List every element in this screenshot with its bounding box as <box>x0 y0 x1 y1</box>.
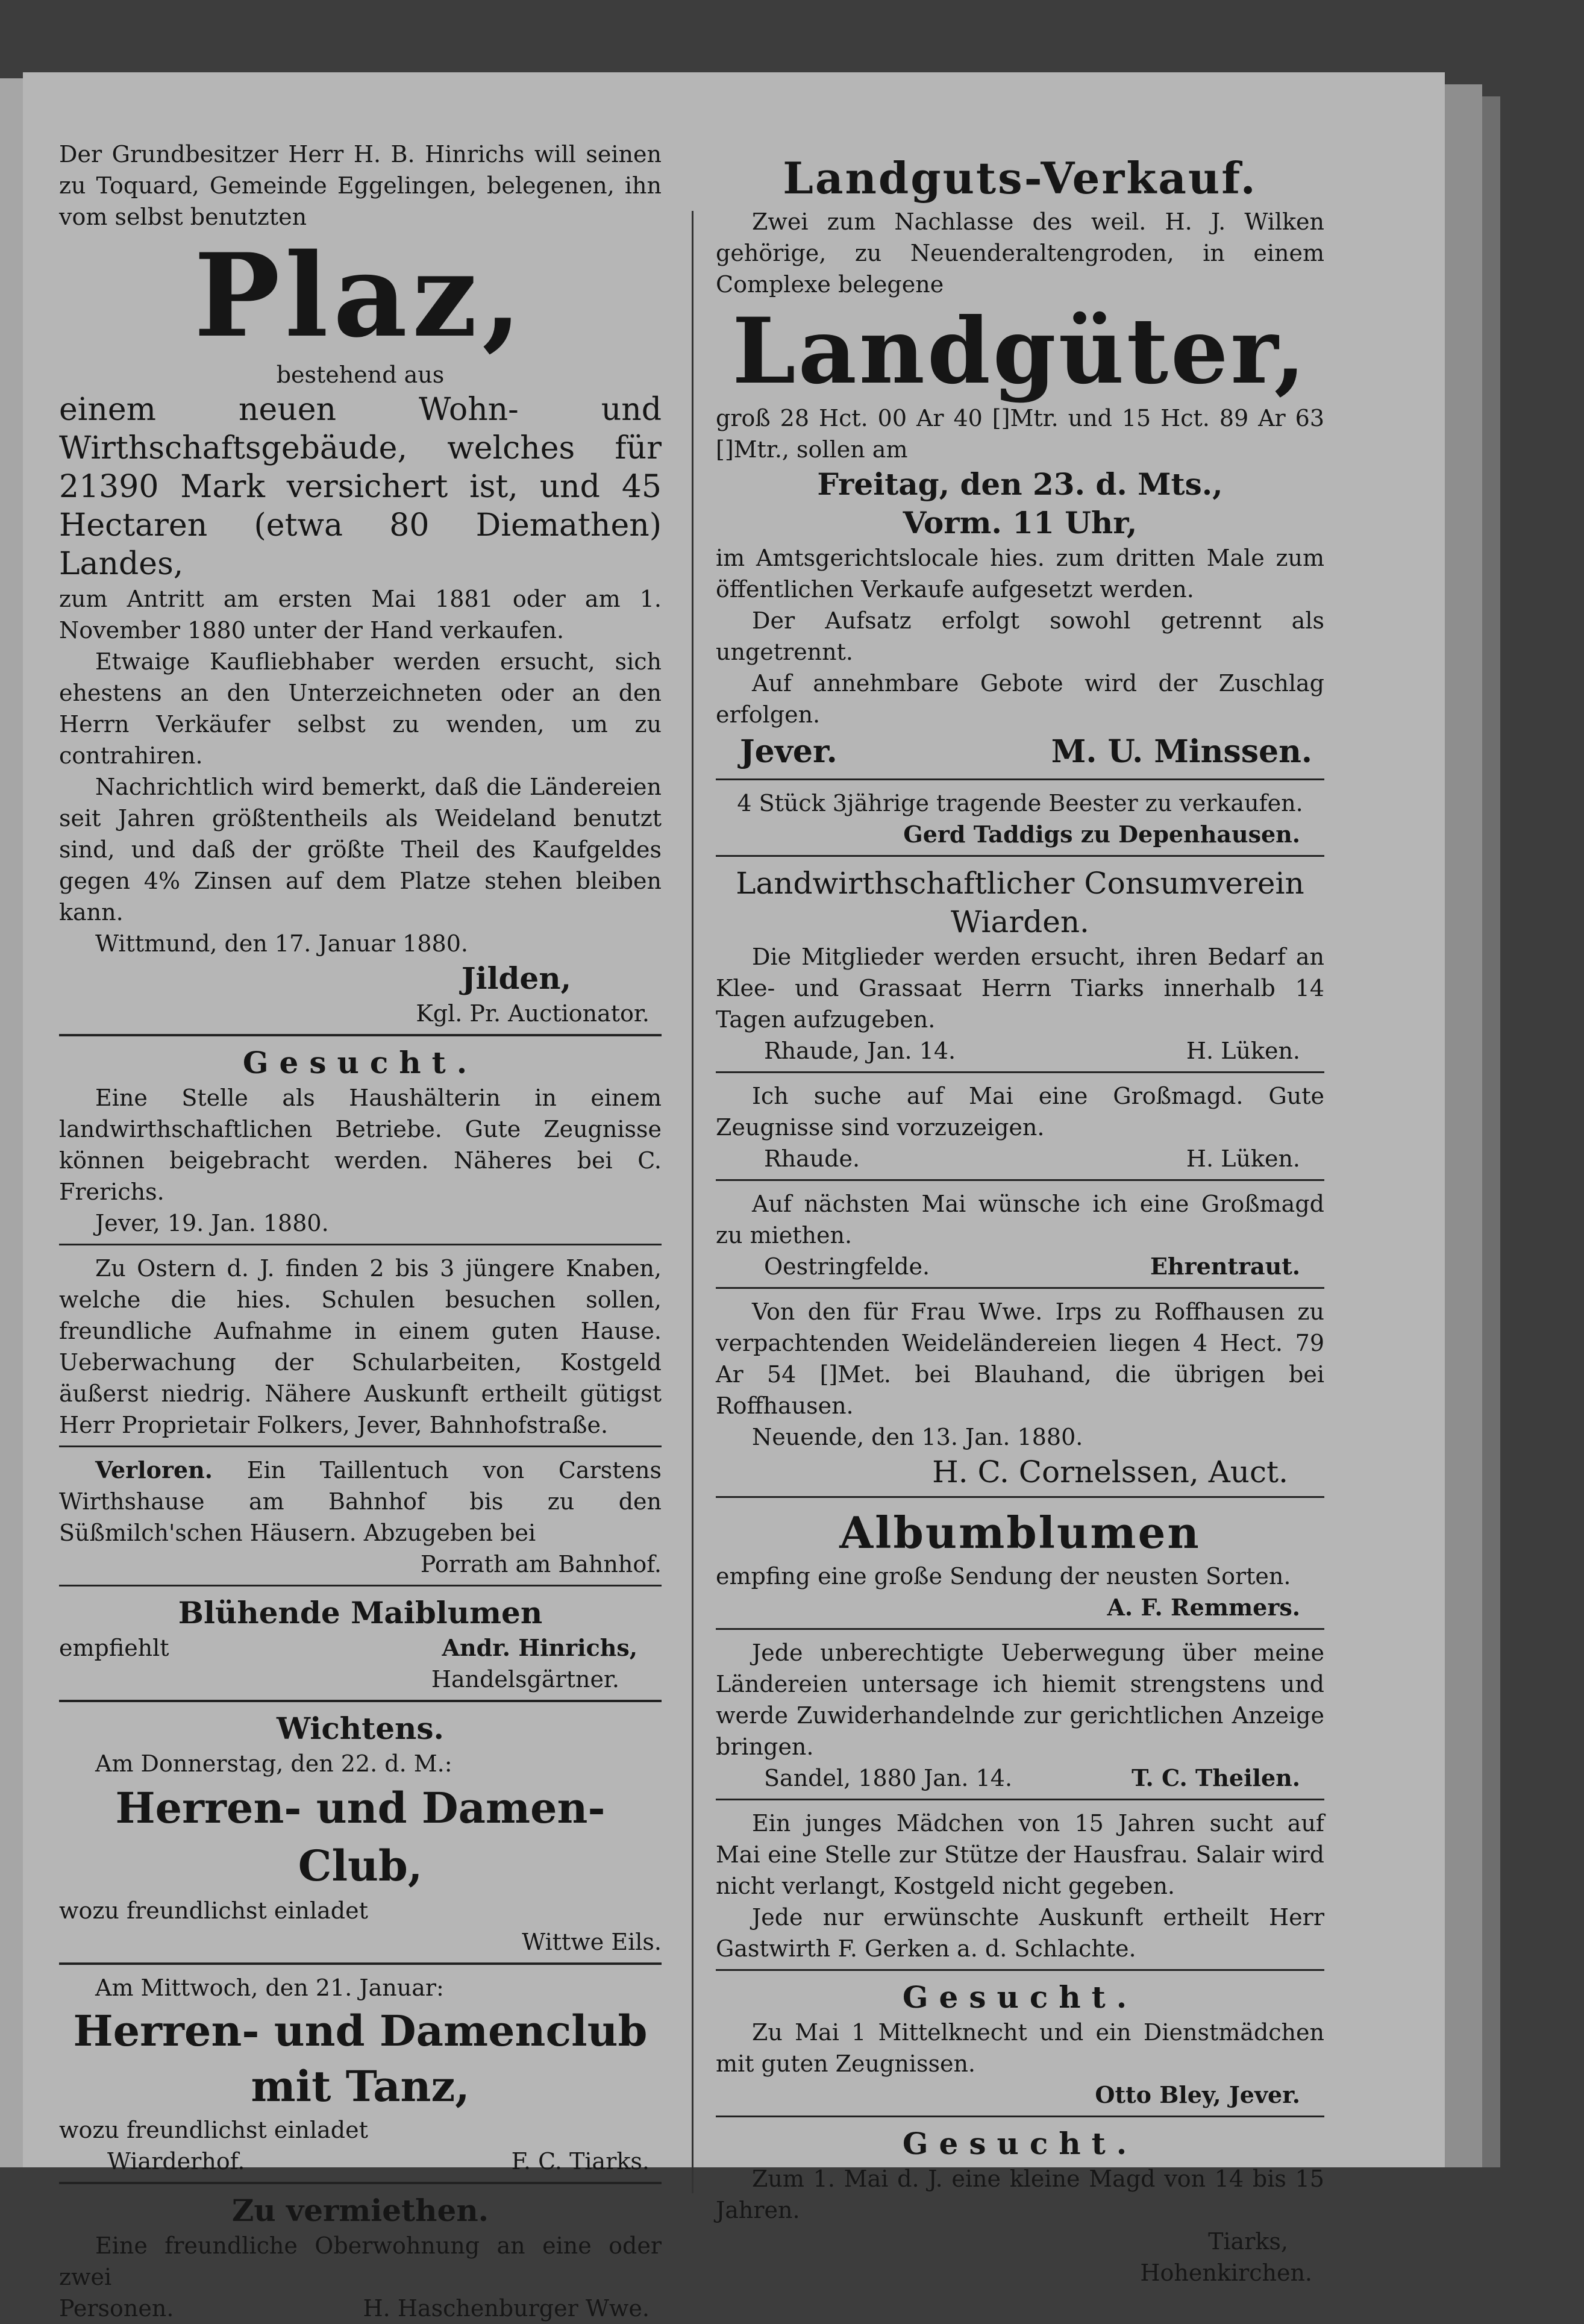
wichtens-sub: Am Donnerstag, den 22. d. M.: <box>95 1750 452 1777</box>
ad-gesucht-2 <box>716 1978 1324 2111</box>
plaz-p3: Nachrichtlich wird bemerkt, daß die Ländereien seit Jahren größtentheils als Weideland benutzt sind, und daß der größte Theil des Kaufgeldes gegen 4% Zinsen auf dem Platze stehen bleiben kann. <box>59 774 662 926</box>
landgut-signer: M. U. Minssen. <box>1051 733 1312 770</box>
ad-mittwoch <box>59 1972 662 2177</box>
maiblumen-signer: Andr. Hinrichs, <box>442 1634 637 1661</box>
ad-albumblumen <box>716 1505 1324 1623</box>
rule <box>716 2116 1324 2117</box>
verloren-signer: Porrath am Bahnhof. <box>420 1551 662 1577</box>
newspaper-page <box>23 72 1445 2322</box>
rule <box>716 778 1324 780</box>
ostern-text: Zu Ostern d. J. finden 2 bis 3 jüngere Knaben, welche die hies. Schulen besuchen sollen, freundliche Aufnahme in einem guten Hause. Ueberwachung der Schularbeiten, Kostgeld äußerst niedrig. Nähere Auskunft ertheilt gütigst Herr Proprietair Folkers, Jever, Bahnhofstraße. <box>59 1255 662 1438</box>
vermiethen-text: Eine freundliche Oberwohnung an eine oder zwei <box>59 2232 662 2290</box>
ad-consumverein <box>716 864 1324 1066</box>
consumverein-signer: H. Lüken. <box>1186 1038 1300 1064</box>
landgut-p3: Auf annehmbare Gebote wird der Zuschlag erfolgen. <box>716 670 1324 728</box>
irps-text: Von den für Frau Wwe. Irps zu Roffhausen zu verpachtenden Weideländereien liegen 4 Hect. 79 Ar 54 []Met. bei Blauhand, die übrigen bei Roffhausen. <box>716 1298 1324 1419</box>
gesucht-1-date: Jever, 19. Jan. 1880. <box>95 1210 329 1236</box>
ad-verloren <box>59 1455 662 1580</box>
wichtens-title: Wichtens. <box>277 1711 444 1746</box>
gesucht-1-title: Gesucht. <box>242 1045 478 1080</box>
rule <box>59 1244 662 1245</box>
wichtens-signer: Wittwe Eils. <box>522 1929 662 1955</box>
mittwoch-place: Wiarderhof. <box>107 2148 245 2175</box>
landgut-date-1: Freitag, den 23. d. Mts., <box>817 466 1223 502</box>
ad-grossmagd-2 <box>716 1188 1324 1282</box>
landgut-place: Jever. <box>740 733 837 770</box>
plaz-p1: zum Antritt am ersten Mai 1881 oder am 1. November 1880 unter der Hand verkaufen. <box>59 586 662 644</box>
landgut-date-2: Vorm. 11 Uhr, <box>903 505 1138 540</box>
verloren-text: Ein Taillentuch von Carstens Wirthshause am Bahnhof bis zu den Süßmilch'schen Häusern. Abzugeben bei <box>59 1457 662 1546</box>
gesucht-3-signer-place: Hohenkirchen. <box>1140 2260 1312 2286</box>
ad-gesucht-3 <box>716 2125 1324 2288</box>
rule <box>59 1700 662 1702</box>
beester-signer: Gerd Taddigs zu Depenhausen. <box>903 821 1300 848</box>
rule <box>59 1585 662 1586</box>
ad-plaz <box>59 139 662 1029</box>
mittwoch-main-1: Herren- und Damenclub <box>73 2006 648 2056</box>
ad-grossmagd-1 <box>716 1080 1324 1174</box>
ad-irps <box>716 1296 1324 1491</box>
ueberwegung-text: Jede unberechtigte Ueberwegung über meine Ländereien untersage ich hiemit strengstens und werde Zuwiderhandelnde zur gerichtlichen Anzeige bringen. <box>716 1640 1324 1760</box>
albumblumen-text: empfing eine große Sendung der neusten Sorten. <box>716 1563 1291 1590</box>
consumverein-text: Die Mitglieder werden ersucht, ihren Bedarf an Klee- und Grassaat Herrn Tiarks innerhalb 14 Tagen aufzugeben. <box>716 944 1324 1033</box>
wichtens-main: Herren- und Damen-Club, <box>115 1783 606 1891</box>
plaz-sub: bestehend aus <box>276 362 445 388</box>
landgut-size: groß 28 Hct. 00 Ar 40 []Mtr. und 15 Hct. 89 Ar 63 []Mtr., sollen am <box>716 405 1324 463</box>
rule <box>716 1628 1324 1630</box>
left-column <box>59 139 662 2324</box>
ad-vermiethen <box>59 2191 662 2324</box>
vermiethen-last-left: Personen. <box>59 2295 174 2322</box>
rule <box>716 855 1324 857</box>
consumverein-place: Rhaude, Jan. 14. <box>764 1038 956 1064</box>
ueberwegung-date: Sandel, 1880 Jan. 14. <box>764 1765 1013 1791</box>
albumblumen-signer: A. F. Remmers. <box>1107 1594 1300 1621</box>
gesucht-3-title: Gesucht. <box>902 2126 1138 2161</box>
gesucht-2-title: Gesucht. <box>902 1979 1138 2015</box>
landgut-p1: im Amtsgerichtslocale hies. zum dritten Male zum öffentlichen Verkaufe aufgesetzt werden. <box>716 545 1324 603</box>
rule <box>716 1496 1324 1498</box>
gesucht-3-text: Zum 1. Mai d. J. eine kleine Magd von 14 bis 15 Jahren. <box>716 2166 1324 2223</box>
rule <box>716 1969 1324 1971</box>
mittwoch-left: wozu freundlichst einladet <box>59 2117 368 2143</box>
ad-ueberwegung <box>716 1637 1324 1794</box>
maedchen-text-2: Jede nur erwünschte Auskunft ertheilt Herr Gastwirth F. Gerken a. d. Schlachte. <box>716 1904 1324 1962</box>
ad-landgut <box>716 151 1324 774</box>
ad-wichtens <box>59 1709 662 1958</box>
gesucht-1-text: Eine Stelle als Haushälterin in einem landwirthschaftlichen Betriebe. Gute Zeugnisse können beigebracht werden. Näheres bei C. Frerichs. <box>59 1085 662 1205</box>
ad-maedchen <box>716 1808 1324 1964</box>
grossmagd-2-place: Oestringfelde. <box>764 1253 930 1280</box>
mittwoch-signer: F. C. Tiarks. <box>511 2148 650 2175</box>
maedchen-text: Ein junges Mädchen von 15 Jahren sucht auf Mai eine Stelle zur Stütze der Hausfrau. Salair wird nicht verlangt, Kostgeld nicht gegeben. <box>716 1810 1324 1899</box>
plaz-p2: Etwaige Kaufliebhaber werden ersucht, sich ehestens an den Unterzeichneten oder an den Herrn Verkäufer selbst zu wenden, um zu contrahiren. <box>59 648 662 769</box>
grossmagd-1-text: Ich suche auf Mai eine Großmagd. Gute Zeugnisse sind vorzuzeigen. <box>716 1083 1324 1141</box>
right-column <box>716 151 1324 2288</box>
beester-text: 4 Stück 3jährige tragende Beester zu verkaufen. <box>737 790 1303 816</box>
vermiethen-title: Zu vermiethen. <box>231 2193 489 2228</box>
rule <box>59 1034 662 1036</box>
plaz-signer: Jilden, <box>461 960 571 996</box>
irps-date: Neuende, den 13. Jan. 1880. <box>752 1424 1083 1450</box>
irps-signer: H. C. Cornelssen, Auct. <box>932 1455 1288 1489</box>
maiblumen-signer-title: Handelsgärtner. <box>431 1666 619 1693</box>
vermiethen-signer: H. Haschenburger Wwe. <box>363 2295 650 2322</box>
landgut-title: Landguts-Verkauf. <box>783 152 1257 204</box>
consumverein-title: Landwirthschaftlicher Consumverein Wiarden. <box>736 866 1304 939</box>
ad-ostern <box>59 1253 662 1441</box>
gesucht-3-signer: Tiarks, <box>1208 2228 1288 2255</box>
gesucht-2-text: Zu Mai 1 Mittelknecht und ein Dienstmädchen mit guten Zeugnissen. <box>716 2019 1324 2077</box>
rule <box>716 1799 1324 1800</box>
plaz-signer-title: Kgl. Pr. Auctionator. <box>416 1000 650 1027</box>
ad-maiblumen <box>59 1594 662 1695</box>
rule <box>59 1962 662 1965</box>
plaz-intro: Der Grundbesitzer Herr H. B. Hinrichs will seinen zu Toquard, Gemeinde Eggelingen, belegenen, ihn vom selbst benutzten <box>59 141 662 230</box>
plaz-main: einem neuen Wohn- und Wirthschaftsgebäude, welches für 21390 Mark versichert ist, und 45 Hectaren (etwa 80 Diemathen) Landes, <box>59 392 662 582</box>
grossmagd-1-signer: H. Lüken. <box>1186 1145 1300 1172</box>
landgut-intro: Zwei zum Nachlasse des weil. H. J. Wilken gehörige, zu Neuenderaltengroden, in einem Complexe belegene <box>716 208 1324 298</box>
rule <box>716 1179 1324 1181</box>
rule <box>716 1071 1324 1073</box>
mittwoch-main-2: mit Tanz, <box>251 2061 470 2111</box>
maiblumen-left: empfiehlt <box>59 1635 169 1661</box>
book-edge-right <box>1445 84 1482 2167</box>
rule <box>59 1445 662 1447</box>
albumblumen-title: Albumblumen <box>839 1507 1201 1558</box>
rule <box>59 2182 662 2184</box>
plaz-headline: Plaz, <box>193 228 527 363</box>
plaz-date: Wittmund, den 17. Januar 1880. <box>95 930 468 957</box>
wichtens-left: wozu freundlichst einladet <box>59 1897 368 1924</box>
grossmagd-2-text: Auf nächsten Mai wünsche ich eine Großmagd zu miethen. <box>716 1191 1324 1248</box>
column-divider <box>692 211 693 2193</box>
verloren-lead: Verloren. <box>95 1456 213 1483</box>
grossmagd-1-place: Rhaude. <box>764 1145 860 1172</box>
rule <box>716 1287 1324 1289</box>
ueberwegung-signer: T. C. Theilen. <box>1132 1764 1300 1791</box>
ad-gesucht-1 <box>59 1044 662 1239</box>
book-spine-shadow <box>1482 96 1500 2167</box>
ad-beester <box>716 788 1324 850</box>
mittwoch-sub: Am Mittwoch, den 21. Januar: <box>95 1975 444 2001</box>
landgut-p2: Der Aufsatz erfolgt sowohl getrennt als ungetrennt. <box>716 607 1324 665</box>
landgut-headline: Landgüter, <box>732 298 1308 404</box>
maiblumen-title: Blühende Maiblumen <box>178 1595 543 1630</box>
book-edge-left <box>0 78 23 2167</box>
grossmagd-2-signer: Ehrentraut. <box>1150 1253 1300 1280</box>
gesucht-2-signer: Otto Bley, Jever. <box>1095 2081 1300 2108</box>
